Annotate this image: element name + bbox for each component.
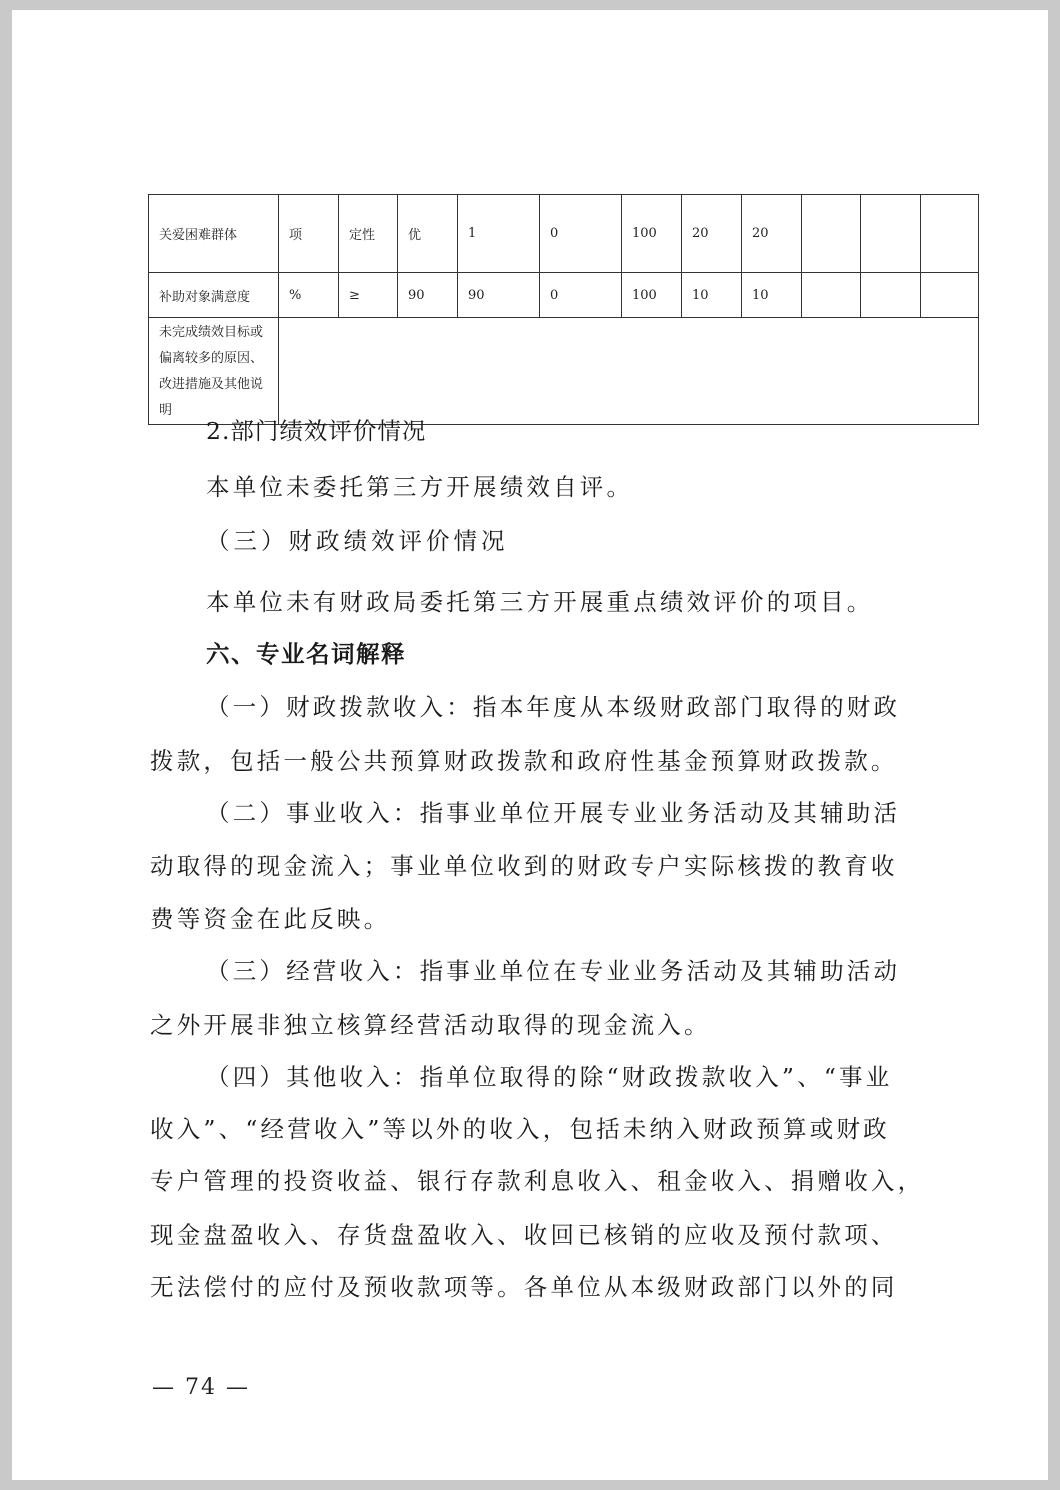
table-cell: 20 (742, 195, 802, 273)
table-cell (861, 273, 921, 318)
table-cell: 0 (540, 273, 622, 318)
table-cell: ≥ (339, 273, 398, 318)
table-cell (921, 195, 979, 273)
note-value-cell (279, 318, 979, 425)
section-heading: （三）财政绩效评价情况 (206, 527, 509, 555)
paragraph-line: 本单位未委托第三方开展绩效自评。 (206, 473, 634, 501)
section-heading: 六、专业名词解释 (206, 640, 406, 668)
section-heading: 2.部门绩效评价情况 (206, 417, 427, 445)
table-cell: 90 (398, 273, 458, 318)
paragraph-line: 收入”、“经营收入”等以外的收入，包括未纳入财政预算或财政 (150, 1115, 890, 1143)
paragraph-line: （一）财政拨款收入：指本年度从本级财政部门取得的财政 (206, 693, 901, 721)
paragraph-line: 无法偿付的应付及预收款项等。各单位从本级财政部门以外的同 (150, 1273, 898, 1301)
paragraph-line: 之外开展非独立核算经营活动取得的现金流入。 (150, 1011, 711, 1039)
note-label-cell: 未完成绩效目标或偏离较多的原因、改进措施及其他说明 (149, 318, 279, 425)
table-cell (802, 195, 861, 273)
table-cell (921, 273, 979, 318)
paragraph-line: 本单位未有财政局委托第三方开展重点绩效评价的项目。 (206, 588, 874, 616)
table-cell: 100 (622, 273, 682, 318)
table-cell (861, 195, 921, 273)
table-cell: 100 (622, 195, 682, 273)
table-cell: 1 (458, 195, 540, 273)
table-cell: 10 (742, 273, 802, 318)
table-cell: 10 (682, 273, 742, 318)
table-cell: 优 (398, 195, 458, 273)
paragraph-line: 拨款，包括一般公共预算财政拨款和政府性基金预算财政拨款。 (150, 747, 898, 775)
table-cell: 20 (682, 195, 742, 273)
performance-table (148, 194, 979, 425)
document-page (12, 10, 1048, 1480)
page-number: — 74 — (152, 1375, 250, 1400)
table-cell: 项 (279, 195, 339, 273)
table-cell: 0 (540, 195, 622, 273)
table-row (149, 273, 979, 318)
paragraph-line: （三）经营收入：指事业单位在专业业务活动及其辅助活动 (206, 957, 901, 985)
table-cell: 90 (458, 273, 540, 318)
paragraph-line: 动取得的现金流入；事业单位收到的财政专户实际核拨的教育收 (150, 852, 898, 880)
table-row (149, 195, 979, 273)
table-cell: % (279, 273, 339, 318)
table-cell: 补助对象满意度 (149, 273, 279, 318)
table-row (149, 318, 979, 425)
table-cell: 关爱困难群体 (149, 195, 279, 273)
paragraph-line: （二）事业收入：指事业单位开展专业业务活动及其辅助活 (206, 799, 901, 827)
paragraph-line: 现金盘盈收入、存货盘盈收入、收回已核销的应收及预付款项、 (150, 1221, 898, 1249)
paragraph-line: 费等资金在此反映。 (150, 905, 391, 933)
table-cell: 定性 (339, 195, 398, 273)
table-cell (802, 273, 861, 318)
paragraph-line: 专户管理的投资收益、银行存款利息收入、租金收入、捐赠收入， (150, 1167, 925, 1195)
paragraph-line: （四）其他收入：指单位取得的除“财政拨款收入”、“事业 (206, 1063, 893, 1091)
